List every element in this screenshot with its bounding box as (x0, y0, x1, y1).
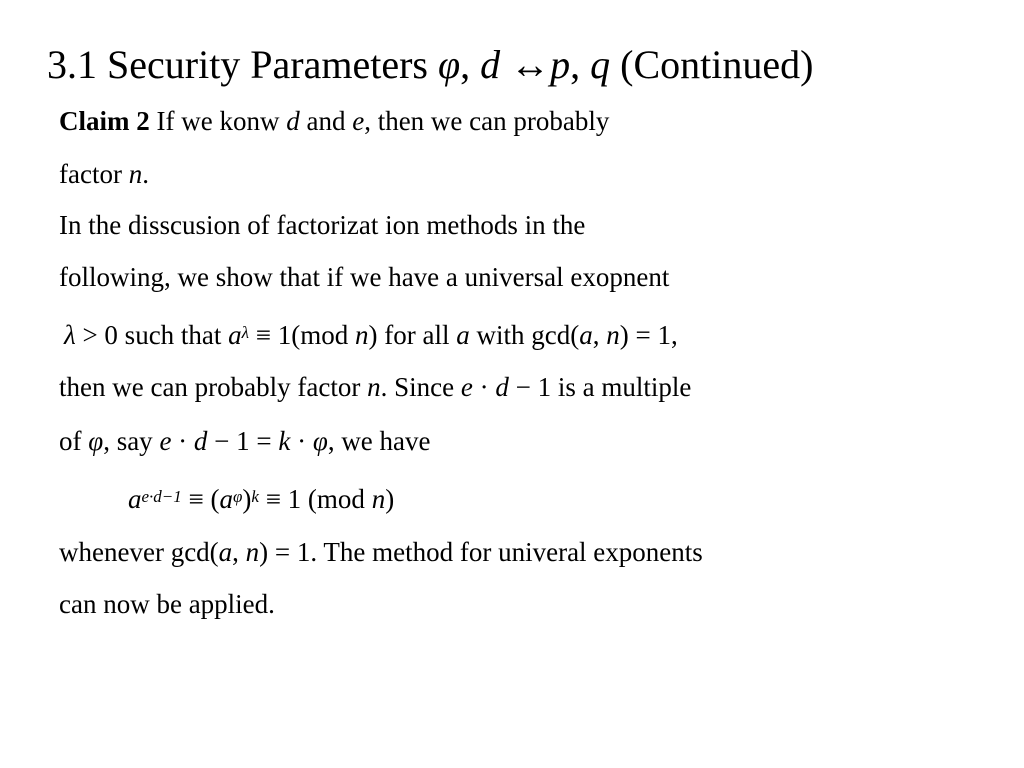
title-arrow: ↔ (500, 42, 551, 87)
text: − 1 is a multiple (508, 372, 692, 402)
text: In the disscusion of factorizat ion methods in the (59, 210, 586, 240)
text-line-4 (59, 260, 669, 294)
text: and (299, 106, 353, 136)
text: > 0 such that (75, 320, 229, 350)
text-line-9 (59, 535, 703, 569)
math-var: e (460, 372, 473, 402)
text-line-6 (59, 370, 691, 404)
title-d: d (480, 42, 501, 87)
text: , (592, 320, 607, 350)
math-var: n (371, 484, 386, 514)
text-line-7 (59, 424, 431, 458)
math-superscript: k (251, 487, 259, 506)
math-var: n (245, 537, 260, 567)
math-var: n (367, 372, 381, 402)
text: factor (59, 159, 129, 189)
math-var: k (278, 426, 291, 456)
text-line-3 (59, 208, 585, 242)
text: · (472, 372, 496, 402)
text: − 1 = (207, 426, 279, 456)
text: whenever gcd( (59, 537, 219, 567)
text: , say (103, 426, 160, 456)
text: ≡ 1 (mod (258, 484, 372, 514)
math-var: a (219, 484, 233, 514)
title-text: (Continued) (610, 42, 814, 87)
text-line-2 (59, 157, 149, 191)
text: If we konw (149, 106, 287, 136)
title-p: p (550, 42, 571, 87)
equation-line (128, 482, 394, 516)
text: , then we can probably (364, 106, 610, 136)
slide-title (47, 40, 813, 90)
title-text: 3.1 Security Parameters (47, 42, 438, 87)
text: · (290, 426, 313, 456)
text: · (171, 426, 194, 456)
math-superscript: φ (233, 487, 243, 506)
title-q: q (590, 42, 611, 87)
math-var: a (228, 320, 242, 350)
text: . (142, 159, 149, 189)
math-var: e (352, 106, 365, 136)
text: ) = 1, (619, 320, 678, 350)
title-text: , (570, 42, 591, 87)
text: ) (242, 484, 252, 514)
text: following, we show that if we have a universal exopnent (59, 262, 670, 292)
text: ) for all (368, 320, 457, 350)
text: ≡ 1(mod (249, 320, 356, 350)
text: , we have (327, 426, 431, 456)
math-var: a (456, 320, 470, 350)
math-var: e (159, 426, 172, 456)
text: ) (385, 484, 395, 514)
math-superscript: e·d−1 (141, 487, 182, 506)
text-line-5 (64, 318, 678, 352)
math-var: d (286, 106, 300, 136)
text: ) = 1. The method for univeral exponents (259, 537, 703, 567)
math-var: a (128, 484, 142, 514)
text: of (59, 426, 89, 456)
text: . Since (380, 372, 461, 402)
text: then we can probably factor (59, 372, 368, 402)
math-var: a (218, 537, 233, 567)
text: , (232, 537, 246, 567)
math-var: d (495, 372, 509, 402)
math-var: a (579, 320, 593, 350)
math-var: φ (88, 426, 104, 456)
math-var: n (606, 320, 620, 350)
math-var: d (193, 426, 208, 456)
text-line-10 (59, 587, 275, 621)
math-var: n (355, 320, 369, 350)
text: ≡ ( (181, 484, 220, 514)
claim-label: Claim 2 (59, 106, 150, 136)
title-text: , (460, 42, 481, 87)
math-var: n (128, 159, 143, 189)
text: can now be applied. (59, 589, 275, 619)
math-superscript: λ (241, 323, 250, 342)
math-var: φ (312, 426, 328, 456)
title-phi: φ (438, 42, 461, 87)
text-line-1 (59, 104, 609, 138)
text: with gcd( (469, 320, 580, 350)
math-var: λ (64, 320, 76, 350)
